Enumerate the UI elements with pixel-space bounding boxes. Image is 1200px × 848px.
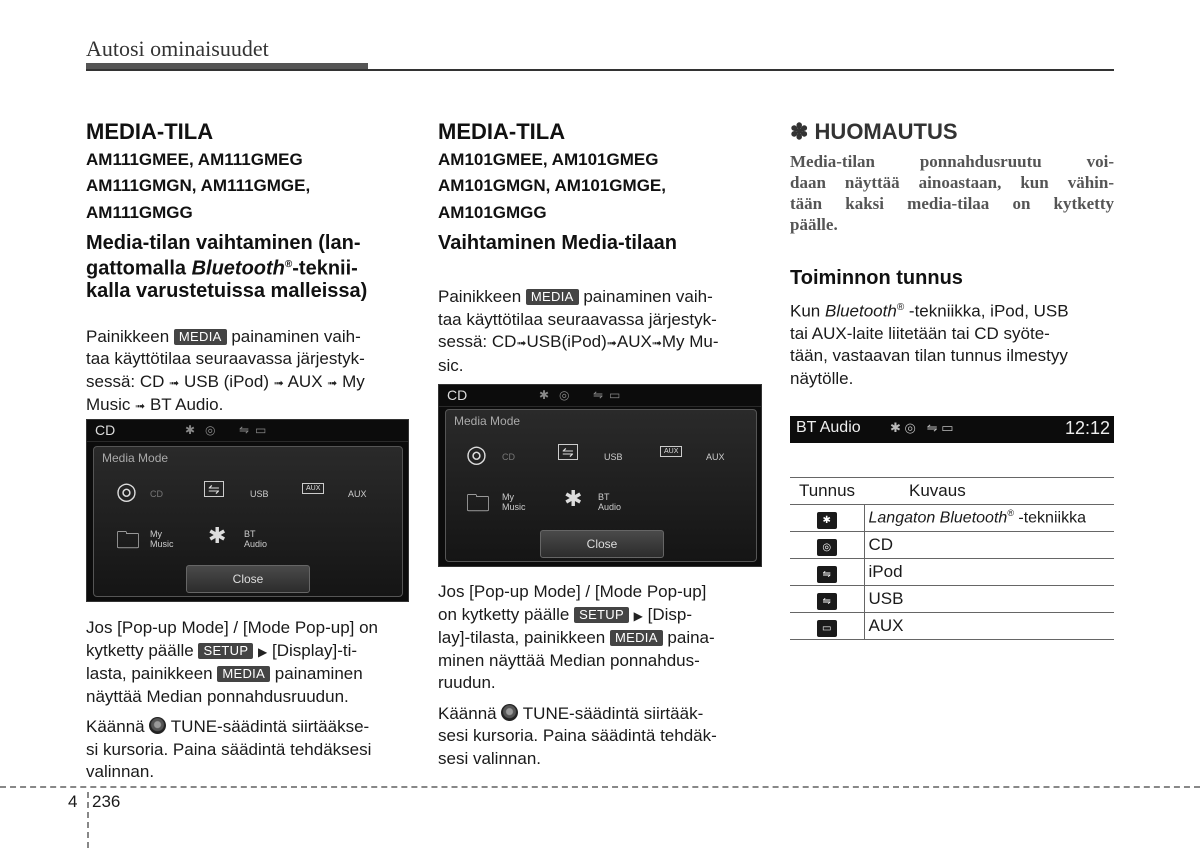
aux-icon: AUX [660,446,682,457]
column-2 [438,118,762,377]
text: kytketty päälle [86,640,194,660]
text: sesi valinnan. [438,748,542,768]
text: sic. [438,355,464,375]
model-line: AM101GMGG [438,202,547,222]
column-1 [86,118,410,418]
text: taa käyttötilaa seuraavassa järjestyk- [86,349,365,369]
column-3 [790,118,1114,390]
aux-option: AUX [348,489,367,499]
page-number: 236 [92,792,121,811]
paragraph-popup [438,581,764,695]
bt-audio-status-bar [790,416,1114,443]
folder-music-icon: 🗀 [466,490,490,517]
aux-icon: AUX [302,483,324,494]
disc-icon: ◎ [817,539,837,556]
disc-icon: ◎ [116,478,137,505]
media-mode-screenshot [86,419,409,602]
text: tai AUX-laite liitetään tai CD syöte- [790,323,1050,343]
triangle-right-icon: ▶ [633,608,643,623]
text: Käännä [438,703,497,723]
table-header-row [790,478,1114,505]
arrow-right-icon: ➟ [135,399,146,414]
popup-title: Media Mode [454,414,521,428]
text: minen näyttää Median ponnahdus- [438,650,700,670]
text: lasta, painikkeen [86,664,213,683]
text: BT [244,529,256,539]
text: sessä: CD [86,371,165,391]
table-cell: USB [864,586,1114,613]
my-music-option [150,529,174,549]
model-line: AM101GMEE, AM101GMEG [438,149,659,169]
text: painaminen vaih- [231,326,361,346]
screen-source-label: CD [95,422,116,438]
model-line: AM111GMGG [86,202,193,222]
cd-option: CD [150,489,163,499]
paragraph-media-order [438,286,762,377]
arrow-right-icon: ➟ [327,375,338,390]
clock-time: 12:12 [1064,418,1110,438]
table-cell [790,532,864,559]
text: sessä: CD [438,332,517,352]
text: paina- [667,628,715,647]
registered-mark: ® [284,259,293,271]
usb-icon: ⇋ [593,388,604,402]
subheading: Vaihtaminen Media-tilaan [438,232,677,255]
subheading [86,232,410,302]
section-heading: MEDIA-TILA [86,119,214,144]
arrow-right-icon: ➟ [516,336,527,351]
usb-icon: ⇋ [239,423,250,437]
text: Kun [790,301,825,321]
folder-music-icon: 🗀 [116,527,140,554]
bluetooth-icon: ✱ ◎ ⇋ ▭ [890,420,954,435]
chapter-number: 4 [68,792,78,811]
table-row [790,532,1114,559]
table-cell [790,586,864,613]
table-cell: iPod [864,559,1114,586]
screen-status-bar [87,420,408,442]
aux-icon: ▭ [817,620,837,637]
subheading-text: -teknii- [292,257,358,280]
text: -tekniikka, iPod, USB [904,301,1069,321]
text: My [342,371,365,391]
usb-option: USB [604,452,623,462]
text: painaminen [274,664,363,683]
close-button: Close [186,565,310,593]
text: painaminen vaih- [583,287,713,307]
table-row [790,586,1114,613]
bt-audio-option [598,492,621,512]
section-heading: Toiminnon tunnus [790,266,963,289]
text: näytölle. [790,368,854,388]
text: AUX [287,371,323,391]
text: tään, vastaavan tilan tunnus ilmestyy [790,346,1068,366]
note-line: tään kaksi media-tilaa on kytketty [790,193,1114,213]
note-heading: ✽ HUOMAUTUS [790,119,958,144]
indicator-table [790,477,1114,640]
text: My Mu- [661,332,719,352]
usb-icon: ⇋ [817,593,837,610]
usb-icon: ⇋ [817,566,837,583]
tune-knob-icon [501,704,518,721]
footer-divider [87,792,89,848]
table-cell: AUX [864,613,1114,640]
media-button-label: MEDIA [217,666,270,682]
setup-button-label: SETUP [574,607,629,623]
registered-mark: ® [1007,508,1014,519]
model-line: AM111GMGN, AM111GMGE, [86,176,311,196]
aux-icon: ▭ [609,388,621,402]
text: Jos [Pop-up Mode] / [Mode Pop-up] [438,582,707,601]
table-row [790,559,1114,586]
text: My [150,529,162,539]
text: Käännä [86,717,145,736]
bluetooth-icon: ✱ [539,388,550,402]
header-title: Autosi ominaisuudet [86,36,269,61]
footer-rule [0,786,1200,788]
text: Painikkeen [438,287,522,307]
bluetooth-term: Bluetooth [191,257,285,280]
text: lay]-tilasta, painikkeen [438,628,606,647]
text: sesi kursoria. Paina säädintä tehdäk- [438,726,717,745]
media-button-label: MEDIA [526,289,579,305]
table-cell [790,505,864,532]
disc-icon: ◎ [205,423,216,437]
text: -tekniikka [1013,509,1086,527]
section-heading: MEDIA-TILA [438,119,566,144]
popup-title: Media Mode [102,451,169,465]
bluetooth-icon: ✱ [185,423,196,437]
arrow-right-icon: ➟ [606,336,617,351]
arrow-right-icon: ➟ [273,375,284,390]
aux-icon: ▭ [255,423,267,437]
text: ruudun. [438,673,496,692]
text: AUX [616,332,652,352]
text: TUNE-säädintä siirtääk- [522,703,704,723]
text: Painikkeen [86,326,170,346]
text: [Disp- [647,604,693,624]
model-line: AM111GMEE, AM111GMEG [86,149,303,169]
column-1-lower [86,617,412,784]
media-mode-popup [93,446,403,597]
table-cell: CD [864,532,1114,559]
close-button: Close [540,530,664,558]
subheading-text: gattomalla [86,257,192,280]
screen-status-bar [439,385,761,407]
arrow-right-icon: ➟ [651,336,662,351]
aux-option: AUX [706,452,725,462]
text: Langaton Bluetooth [868,509,1008,527]
media-button-label: MEDIA [610,630,663,646]
paragraph-indicator [790,297,1114,391]
text: USB(iPod) [526,332,607,352]
table-row [790,613,1114,640]
paragraph-tune [86,716,412,784]
text: Jos [Pop-up Mode] / [Mode Pop-up] on [86,618,379,637]
table-row [790,505,1114,532]
bluetooth-icon: ✱ [817,512,837,529]
usb-option: USB [250,489,269,499]
paragraph-media-order [86,326,410,418]
text: My [502,492,514,502]
header-rule [86,69,1114,71]
usb-icon: ⇋ [558,444,578,460]
cd-option: CD [502,452,515,462]
arrow-right-icon: ➟ [169,375,180,390]
table-cell [790,613,864,640]
note-body [790,151,1114,235]
text: BT Audio. [149,395,224,415]
registered-mark: ® [896,301,905,313]
table-header-cell: Kuvaus [864,478,1114,505]
bt-audio-option [244,529,267,549]
text: näyttää Median ponnahdusruudun. [86,686,349,706]
subheading-text: kalla varustetuissa malleissa) [86,279,368,302]
table-cell [864,505,1114,532]
text: [Display]-ti- [272,640,358,660]
text: Music [502,502,526,512]
text: taa käyttötilaa seuraavassa järjestyk- [438,309,717,329]
bluetooth-icon: ✱ [208,523,227,548]
text: Audio [598,502,622,512]
text: valinnan. [86,762,155,781]
text: TUNE-säädintä siirtääkse- [170,717,370,736]
paragraph-popup [86,617,412,708]
text: Music [86,395,131,415]
bluetooth-icon: ✱ [564,486,583,511]
media-button-label: MEDIA [174,329,227,345]
note-line: daan näyttää ainoastaan, kun vähin- [790,172,1114,192]
note-line: Media-tilan ponnahdusruutu voi- [790,151,1114,171]
note-line: päälle. [790,214,838,234]
setup-button-label: SETUP [198,643,253,659]
disc-icon: ◎ [466,441,487,468]
subheading-text: Media-tilan vaihtaminen (lan- [86,232,361,255]
text: Audio [244,539,268,549]
tune-knob-icon [149,717,166,734]
table-header-cell: Tunnus [790,478,864,505]
media-mode-screenshot [438,384,762,567]
model-line: AM101GMGN, AM101GMGE, [438,176,666,196]
my-music-option [502,492,526,512]
bt-audio-label: BT Audio [796,419,861,436]
column-2-lower [438,581,764,770]
text: Music [150,539,174,549]
text: BT [598,492,610,502]
media-mode-popup [445,409,757,562]
paragraph-tune [438,703,764,771]
bluetooth-term: Bluetooth [824,301,897,321]
text: USB (iPod) [183,371,269,391]
triangle-right-icon: ▶ [258,644,268,659]
text: si kursoria. Paina säädintä tehdäksesi [86,739,372,759]
text: on kytketty päälle [438,604,570,624]
disc-icon: ◎ [559,388,570,402]
screen-source-label: CD [447,387,468,403]
table-cell [790,559,864,586]
usb-icon: ⇋ [204,481,224,497]
